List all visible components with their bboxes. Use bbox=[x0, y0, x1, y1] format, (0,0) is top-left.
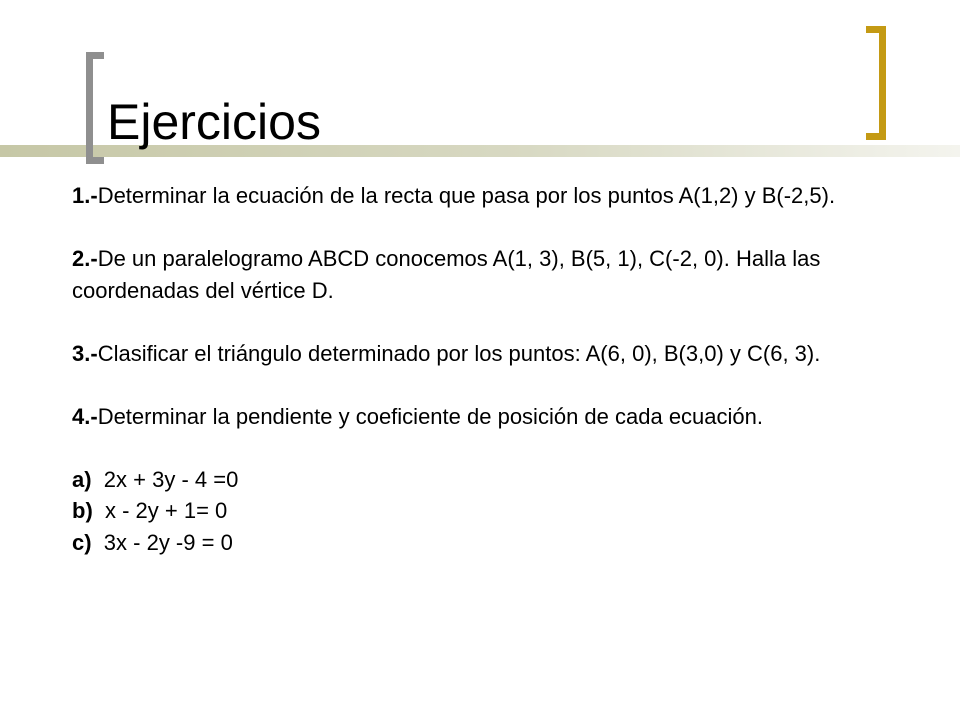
equation-c bbox=[72, 527, 922, 559]
exercise-text: Determinar la ecuación de la recta que pasa por los puntos A(1,2) y B(-2,5). bbox=[97, 183, 836, 208]
equation-label: c) bbox=[72, 529, 92, 555]
right-bracket-decoration bbox=[866, 26, 886, 140]
exercise-1 bbox=[72, 180, 922, 212]
equation-label: b) bbox=[72, 498, 93, 523]
equation-a bbox=[72, 464, 922, 496]
exercise-number: 2.- bbox=[72, 246, 98, 271]
equation-label: a) bbox=[72, 466, 92, 492]
exercise-list bbox=[72, 180, 922, 558]
equation-text: 3x - 2y -9 = 0 bbox=[103, 529, 233, 555]
exercise-3 bbox=[72, 338, 922, 370]
exercise-number: 3.- bbox=[72, 340, 98, 366]
exercise-number: 4.- bbox=[72, 403, 98, 429]
equation-text: 2x + 3y - 4 =0 bbox=[103, 466, 239, 492]
left-bracket-decoration bbox=[86, 52, 104, 164]
exercise-text: De un paralelogramo ABCD conocemos A(1, 3), B(5, 1), C(-2, 0). Halla las coordenadas del vértice D. bbox=[72, 246, 821, 303]
equation-b bbox=[72, 495, 922, 527]
equation-text: x - 2y + 1= 0 bbox=[105, 498, 228, 523]
exercise-text: Determinar la pendiente y coeficiente de posición de cada ecuación. bbox=[97, 403, 763, 429]
exercise-text: Clasificar el triángulo determinado por los puntos: A(6, 0), B(3,0) y C(6, 3). bbox=[97, 340, 821, 366]
exercise-number: 1.- bbox=[72, 183, 98, 208]
slide-title: Ejercicios bbox=[107, 94, 321, 150]
exercise-4 bbox=[72, 401, 922, 433]
exercise-2 bbox=[72, 243, 922, 306]
